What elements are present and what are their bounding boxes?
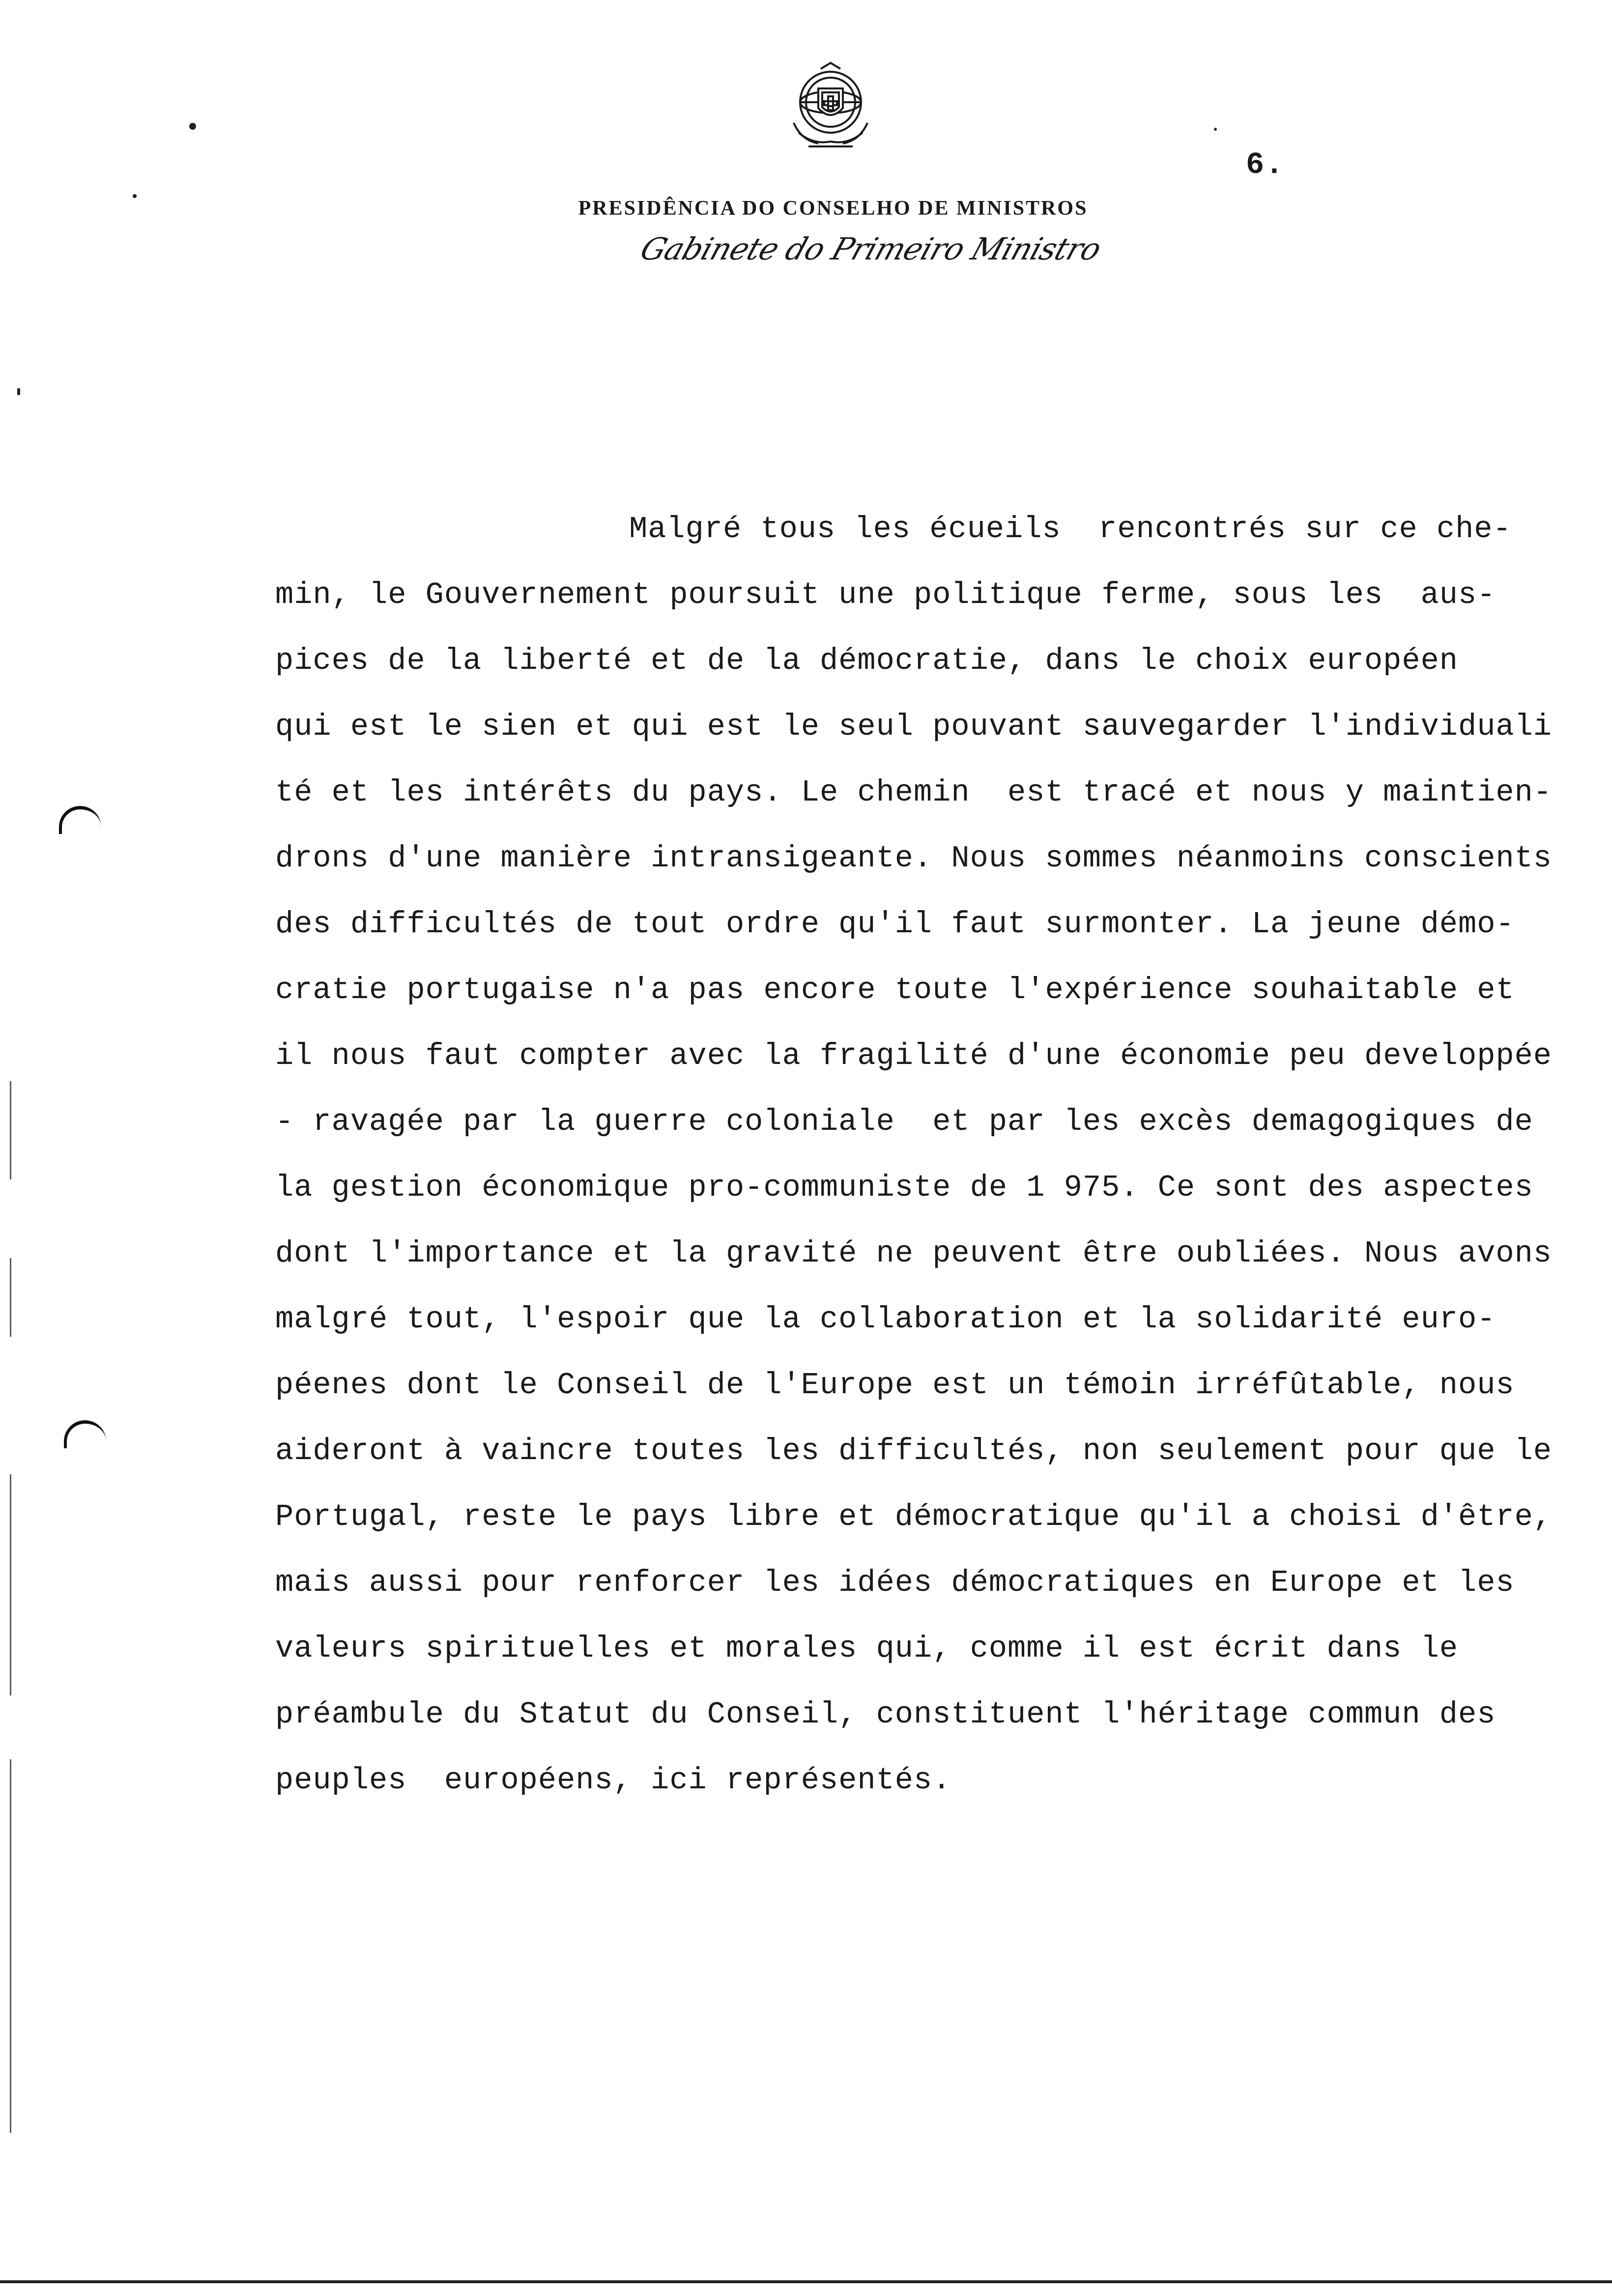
page-bottom-edge (0, 2280, 1612, 2283)
text-line: la gestion économique pro-communiste de 1 975. Ce sont des aspectes (275, 1170, 1533, 1205)
portuguese-coat-of-arms-icon (779, 59, 882, 162)
text-line: préambule du Statut du Conseil, constituent l'héritage commun des (275, 1697, 1496, 1732)
text-line: des difficultés de tout ordre qu'il faut surmonter. La jeune démo- (275, 907, 1515, 942)
text-line: qui est le sien et qui est le seul pouvant sauvegarder l'individuali (275, 709, 1553, 744)
body-text (275, 496, 1612, 1813)
scan-edge-line (10, 1258, 11, 1337)
text-line: dont l'importance et la gravité ne peuvent être oubliées. Nous avons (275, 1236, 1553, 1271)
scan-speck (17, 388, 20, 395)
text-line: pices de la liberté et de la démocratie, dans le choix européen (275, 643, 1458, 678)
text-line: cratie portugaise n'a pas encore toute l'expérience souhaitable et (275, 973, 1515, 1007)
text-line: Portugal, reste le pays libre et démocratique qu'il a choisi d'être, (275, 1499, 1553, 1534)
text-line: peuples européens, ici représentés. (275, 1763, 951, 1798)
text-line: péenes dont le Conseil de l'Europe est un témoin irréfûtable, nous (275, 1368, 1515, 1403)
scan-speck (133, 194, 137, 198)
text-line: Malgré tous les écueils rencontrés sur ce che- (629, 512, 1512, 546)
text-line: il nous faut compter avec la fragilité d'une économie peu developpée (275, 1038, 1553, 1073)
scan-edge-line (10, 1759, 11, 2133)
institution-name: PRESIDÊNCIA DO CONSELHO DE MINISTROS (578, 197, 1088, 220)
binder-hole-mark (64, 1420, 106, 1448)
text-line: valeurs spirituelles et morales qui, comme il est écrit dans le (275, 1631, 1458, 1666)
text-line: malgré tout, l'espoir que la collaboration et la solidarité euro- (275, 1302, 1496, 1337)
scan-speck (189, 123, 196, 130)
text-line: min, le Gouvernement poursuit une politique ferme, sous les aus- (275, 577, 1496, 612)
text-line: aideront à vaincre toutes les difficultés, non seulement pour que le (275, 1434, 1553, 1468)
binder-hole-mark (59, 806, 101, 834)
scan-speck (1214, 128, 1217, 131)
text-line: drons d'une manière intransigeante. Nous sommes néanmoins conscients (275, 841, 1553, 876)
cabinet-name: Gabinete do Primeiro Ministro (636, 231, 1106, 267)
text-line: mais aussi pour renforcer les idées démocratiques en Europe et les (275, 1565, 1515, 1600)
text-line: té et les intérêts du pays. Le chemin est tracé et nous y maintien- (275, 775, 1553, 810)
scan-edge-line (10, 1474, 11, 1695)
text-line: - ravagée par la guerre coloniale et par les excès demagogiques de (275, 1104, 1533, 1139)
scan-edge-line (10, 1081, 11, 1179)
page-number: 6. (1246, 147, 1285, 182)
